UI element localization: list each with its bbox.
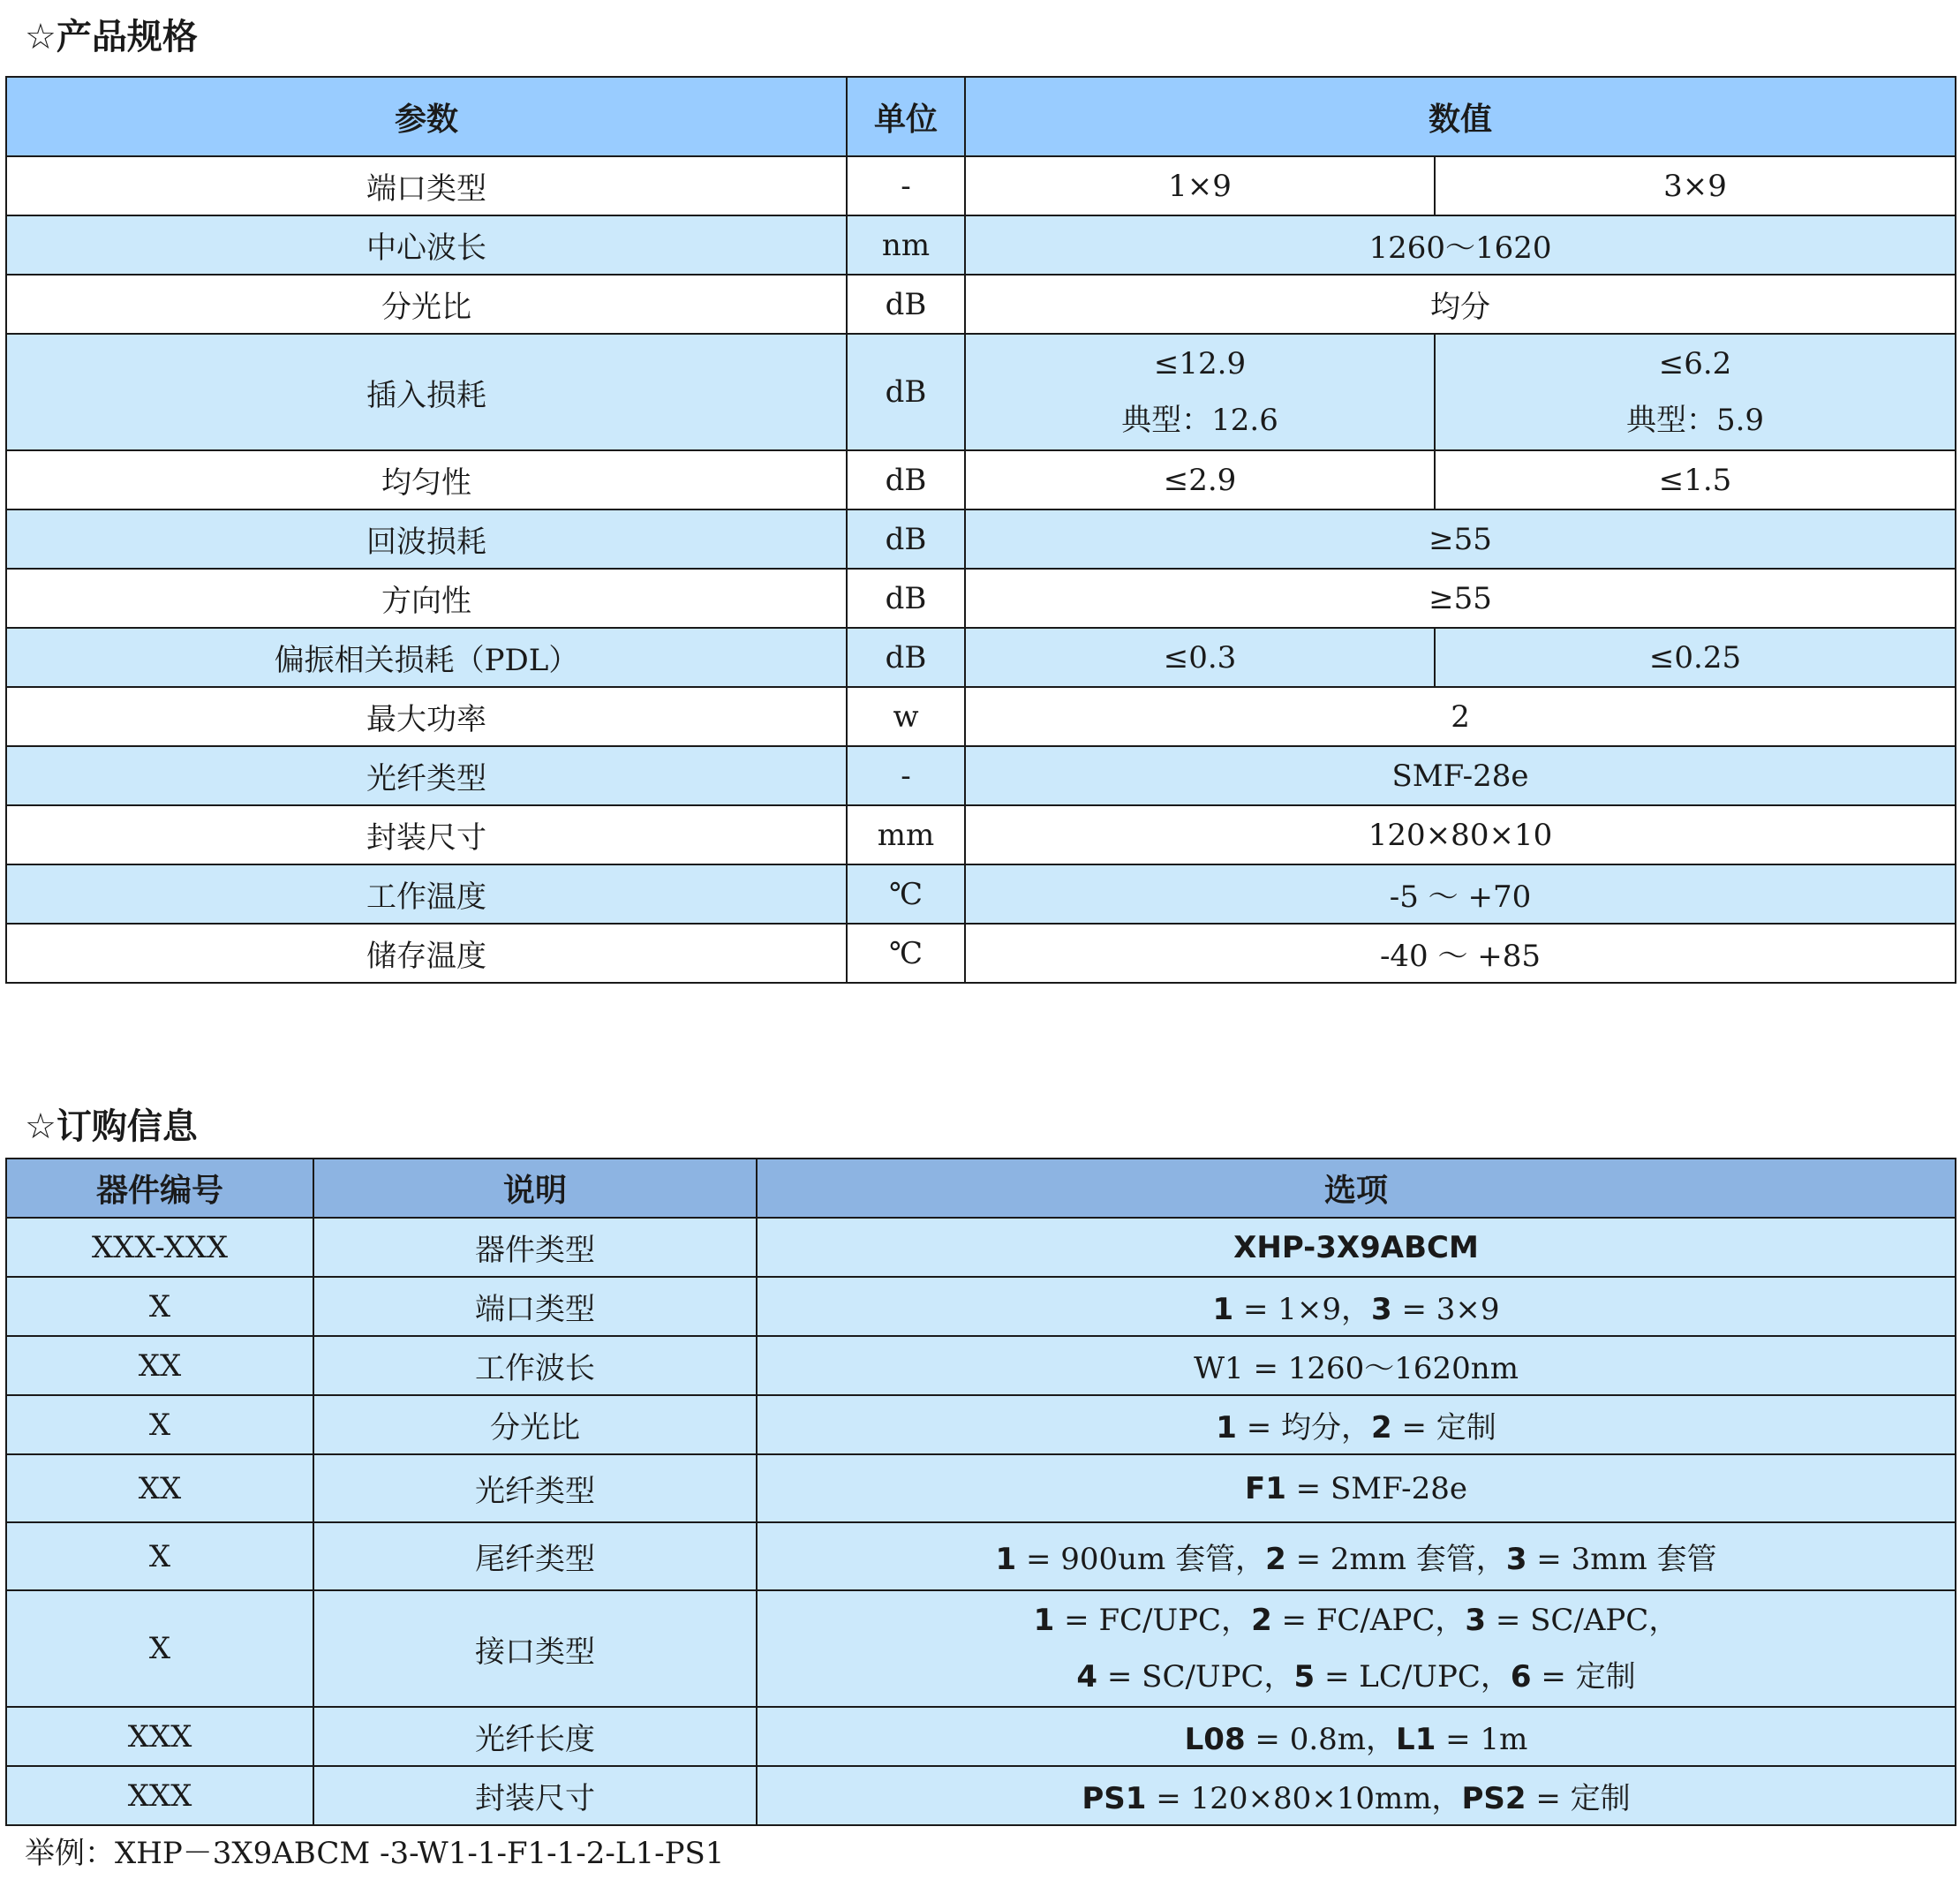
table-row [6,1277,1956,1336]
code-cell: X [6,1590,313,1707]
option-text: = 均分， [1236,1410,1371,1445]
value-cell [1435,334,1956,450]
unit-cell: dB [847,628,965,687]
option-text: = 3×9 [1391,1292,1500,1327]
desc-cell: 工作波长 [313,1336,757,1395]
table-row [6,156,1956,215]
value-cell: -40 ～ +85 [965,924,1956,983]
option-line [758,1592,1955,1649]
option-key: L1 [1396,1722,1436,1757]
option-cell [757,1766,1956,1825]
option-key: 3 [1465,1603,1487,1638]
code-cell: XXX-XXX [6,1218,313,1277]
option-cell [757,1590,1956,1707]
header-options: 选项 [757,1159,1956,1218]
table-row [6,746,1956,805]
code-cell: XX [6,1336,313,1395]
option-text: = SC/APC， [1486,1603,1679,1638]
param-cell: 回波损耗 [6,509,847,569]
option-cell [757,1454,1956,1522]
desc-cell: 端口类型 [313,1277,757,1336]
value-typical: 典型：5.9 [1625,403,1765,438]
param-cell: 储存温度 [6,924,847,983]
table-row [6,1336,1956,1395]
option-cell [757,1707,1956,1766]
spec-header-row [6,77,1956,156]
option-cell [757,1522,1956,1590]
desc-cell: 尾纤类型 [313,1522,757,1590]
unit-cell: dB [847,275,965,334]
header-unit: 单位 [847,77,965,156]
value-cell: ≤2.9 [965,450,1435,509]
param-cell: 最大功率 [6,687,847,746]
unit-cell: - [847,746,965,805]
option-text: = 0.8m， [1245,1722,1397,1757]
option-text: = 2mm 套管， [1285,1542,1506,1577]
unit-cell: - [847,156,965,215]
option-cell: XHP-3X9ABCM [757,1218,1956,1277]
header-code: 器件编号 [6,1159,313,1218]
code-cell: X [6,1395,313,1454]
unit-cell: mm [847,805,965,864]
desc-cell: 器件类型 [313,1218,757,1277]
value-cell: 2 [965,687,1956,746]
order-header-row [6,1159,1956,1218]
param-cell: 分光比 [6,275,847,334]
option-key: 4 [1076,1659,1098,1695]
option-cell: W1 = 1260～1620nm [757,1336,1956,1395]
value-max: ≤12.9 [1153,346,1247,381]
unit-cell: dB [847,569,965,628]
option-text: = 1m [1436,1722,1528,1757]
table-row [6,275,1956,334]
value-cell: -5 ～ +70 [965,864,1956,924]
option-key: 3 [1505,1542,1527,1577]
option-text: = 定制 [1391,1410,1496,1445]
option-text: = FC/APC， [1271,1603,1466,1638]
value-max: ≤6.2 [1658,346,1732,381]
option-text: = SC/UPC， [1097,1659,1294,1695]
code-cell: XXX [6,1707,313,1766]
option-key: 1 [1033,1603,1055,1638]
option-text: = 120×80×10mm， [1146,1781,1462,1816]
option-key: 1 [1212,1292,1234,1327]
desc-cell: 光纤类型 [313,1454,757,1522]
unit-cell: nm [847,215,965,275]
order-section-title: ☆订购信息 [25,1106,198,1147]
table-row [6,924,1956,983]
order-example: 举例：XHP－3X9ABCM -3-W1-1-F1-1-2-L1-PS1 [25,1836,725,1871]
param-cell: 封装尺寸 [6,805,847,864]
spec-table [5,76,1956,984]
table-row [6,334,1956,450]
option-key: 2 [1371,1410,1392,1445]
table-row [6,1454,1956,1522]
table-row [6,687,1956,746]
option-key: 5 [1293,1659,1315,1695]
table-row [6,1766,1956,1825]
option-key: PS1 [1082,1781,1147,1816]
value-cell: ≤0.3 [965,628,1435,687]
table-row [6,569,1956,628]
code-cell: XX [6,1454,313,1522]
code-cell: XXX [6,1766,313,1825]
param-cell: 偏振相关损耗（PDL） [6,628,847,687]
desc-cell: 光纤长度 [313,1707,757,1766]
table-row [6,1707,1956,1766]
value-cell: ≥55 [965,569,1956,628]
option-key: 6 [1510,1659,1532,1695]
option-line [758,1649,1955,1705]
desc-cell: 分光比 [313,1395,757,1454]
value-cell [965,334,1435,450]
option-cell [757,1277,1956,1336]
unit-cell: w [847,687,965,746]
value-cell: 120×80×10 [965,805,1956,864]
value-cell: SMF-28e [965,746,1956,805]
value-cell: 1260～1620 [965,215,1956,275]
table-row [6,805,1956,864]
option-key: F1 [1244,1470,1286,1506]
value-cell: ≥55 [965,509,1956,569]
value-cell: ≤1.5 [1435,450,1956,509]
unit-cell: dB [847,450,965,509]
option-key: 1 [995,1542,1017,1577]
param-cell: 中心波长 [6,215,847,275]
value-cell: 3×9 [1435,156,1956,215]
unit-cell: dB [847,509,965,569]
table-row [6,1590,1956,1707]
option-key: 1 [1216,1410,1237,1445]
option-key: 3 [1371,1292,1392,1327]
option-text: = FC/UPC， [1054,1603,1252,1638]
option-text: = LC/UPC， [1315,1659,1511,1695]
table-row [6,864,1956,924]
option-text: = 900um 套管， [1016,1542,1266,1577]
order-table [5,1158,1956,1826]
option-key: 2 [1251,1603,1272,1638]
header-param: 参数 [6,77,847,156]
table-row [6,450,1956,509]
param-cell: 光纤类型 [6,746,847,805]
code-cell: X [6,1522,313,1590]
param-cell: 均匀性 [6,450,847,509]
option-key: L08 [1184,1722,1246,1757]
value-cell: 均分 [965,275,1956,334]
option-text: = 定制 [1531,1659,1636,1695]
option-text: = 1×9， [1233,1292,1371,1327]
spec-section-title: ☆产品规格 [25,17,198,57]
value-cell: 1×9 [965,156,1435,215]
unit-cell: dB [847,334,965,450]
param-cell: 端口类型 [6,156,847,215]
unit-cell: ℃ [847,924,965,983]
header-value: 数值 [965,77,1956,156]
option-key: PS2 [1461,1781,1527,1816]
desc-cell: 封装尺寸 [313,1766,757,1825]
value-cell: ≤0.25 [1435,628,1956,687]
option-key: 2 [1265,1542,1286,1577]
option-text: = SMF-28e [1285,1470,1468,1506]
table-row [6,628,1956,687]
option-cell [757,1395,1956,1454]
value-typical: 典型：12.6 [1121,403,1278,438]
table-row [6,509,1956,569]
header-desc: 说明 [313,1159,757,1218]
code-cell: X [6,1277,313,1336]
param-cell: 插入损耗 [6,334,847,450]
desc-cell: 接口类型 [313,1590,757,1707]
param-cell: 方向性 [6,569,847,628]
table-row [6,1218,1956,1277]
table-row [6,1522,1956,1590]
table-row [6,1395,1956,1454]
option-text: = 3mm 套管 [1527,1542,1717,1577]
param-cell: 工作温度 [6,864,847,924]
table-row [6,215,1956,275]
option-text: = 定制 [1526,1781,1631,1816]
unit-cell: ℃ [847,864,965,924]
